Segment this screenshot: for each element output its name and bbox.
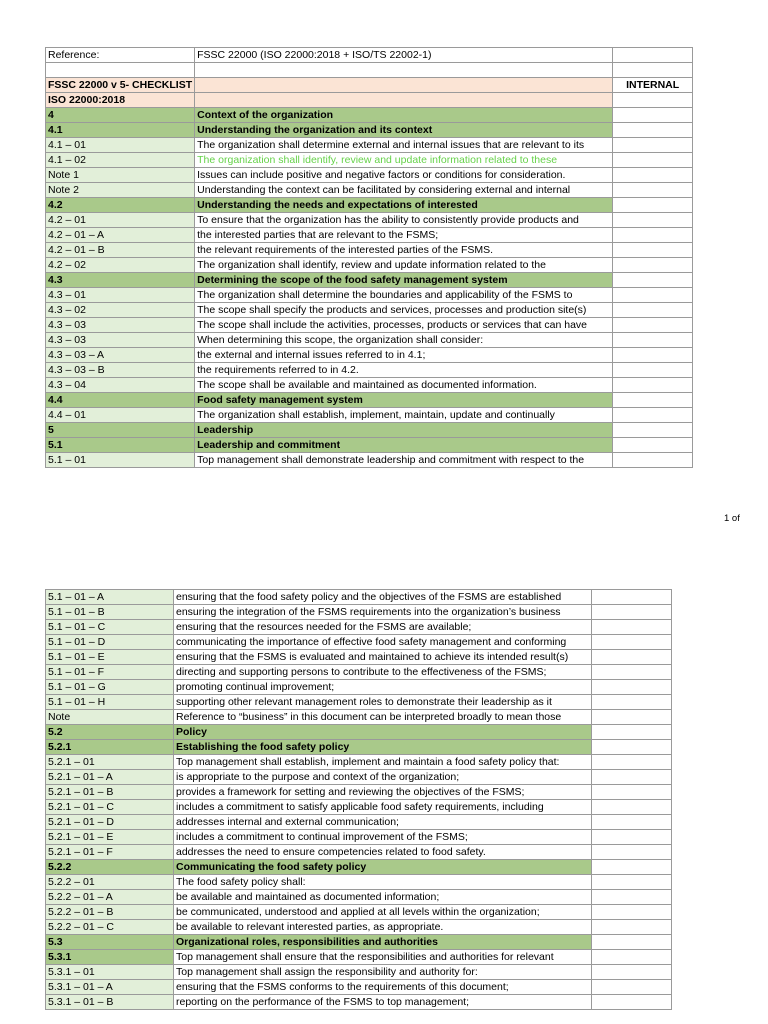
requirement-text: reporting on the performance of the FSMS to top management;: [174, 995, 592, 1010]
requirement-row: [46, 620, 672, 635]
clause-number: 5.2.1 – 01 – D: [46, 815, 174, 830]
section-number: 4.4: [46, 393, 195, 408]
section-title: Organizational roles, responsibilities and authorities: [174, 935, 592, 950]
reference-row: [46, 48, 693, 63]
requirement-text: The organization shall identify, review and update information related to these: [195, 153, 613, 168]
internal-check-cell[interactable]: [613, 123, 693, 138]
internal-check-cell[interactable]: [592, 830, 672, 845]
clause-number: Note 1: [46, 168, 195, 183]
internal-check-cell[interactable]: [613, 378, 693, 393]
internal-check-cell[interactable]: [613, 423, 693, 438]
requirement-row: [46, 363, 693, 378]
requirement-text: The organization shall establish, implement, maintain, update and continually: [195, 408, 613, 423]
internal-check-cell[interactable]: [592, 860, 672, 875]
clause-number: 4.3 – 03: [46, 333, 195, 348]
internal-check-cell[interactable]: [592, 740, 672, 755]
clause-number: 5.2.2 – 01: [46, 875, 174, 890]
internal-check-cell[interactable]: [592, 620, 672, 635]
section-row: [46, 725, 672, 740]
section-title: Food safety management system: [195, 393, 613, 408]
checklist-table-page-2: [45, 589, 672, 1010]
standard-row: [46, 93, 693, 108]
section-title: Communicating the food safety policy: [174, 860, 592, 875]
clause-number: 4.3 – 01: [46, 288, 195, 303]
requirement-row: [46, 590, 672, 605]
requirement-row: [46, 258, 693, 273]
requirement-text: The scope shall be available and maintained as documented information.: [195, 378, 613, 393]
internal-check-cell[interactable]: [613, 438, 693, 453]
section-title: Leadership and commitment: [195, 438, 613, 453]
section-number: 4.2: [46, 198, 195, 213]
requirement-row: [46, 605, 672, 620]
section-number: 4.3: [46, 273, 195, 288]
internal-check-cell[interactable]: [613, 393, 693, 408]
section-title: Context of the organization: [195, 108, 613, 123]
internal-check-cell[interactable]: [592, 770, 672, 785]
clause-number: 5.2.1 – 01 – A: [46, 770, 174, 785]
internal-check-cell[interactable]: [613, 453, 693, 468]
internal-check-cell[interactable]: [592, 845, 672, 860]
clause-number: 5.2.1 – 01 – E: [46, 830, 174, 845]
section-row: [46, 273, 693, 288]
requirement-row: [46, 920, 672, 935]
internal-check-cell[interactable]: [613, 348, 693, 363]
requirement-text: addresses the need to ensure competencies related to food safety.: [174, 845, 592, 860]
requirement-row: [46, 453, 693, 468]
reference-label: Reference:: [46, 48, 195, 63]
internal-check-cell[interactable]: [613, 408, 693, 423]
requirement-row: [46, 348, 693, 363]
section-row: [46, 393, 693, 408]
internal-check-cell[interactable]: [613, 213, 693, 228]
requirement-row: [46, 890, 672, 905]
section-row: [46, 198, 693, 213]
requirement-text: Reference to “business” in this document can be interpreted broadly to mean those: [174, 710, 592, 725]
requirement-text: The organization shall determine the boundaries and applicability of the FSMS to: [195, 288, 613, 303]
requirement-text: The food safety policy shall:: [174, 875, 592, 890]
requirement-text: Top management shall demonstrate leadership and commitment with respect to the: [195, 453, 613, 468]
requirement-row: [46, 695, 672, 710]
requirement-row: [46, 995, 672, 1010]
requirement-row: [46, 288, 693, 303]
internal-check-cell[interactable]: [592, 980, 672, 995]
requirement-text: Issues can include positive and negative factors or conditions for consideration.: [195, 168, 613, 183]
requirement-row: [46, 770, 672, 785]
clause-number: 5.1 – 01 – G: [46, 680, 174, 695]
standard-internal-cell: [613, 93, 693, 108]
requirement-text: To ensure that the organization has the ability to consistently provide products and: [195, 213, 613, 228]
requirement-text: directing and supporting persons to contribute to the effectiveness of the FSMS;: [174, 665, 592, 680]
section-number: 5: [46, 423, 195, 438]
internal-check-cell[interactable]: [592, 590, 672, 605]
requirement-row: [46, 333, 693, 348]
internal-check-cell[interactable]: [613, 288, 693, 303]
requirement-text: The organization shall identify, review and update information related to the: [195, 258, 613, 273]
clause-number: 4.3 – 04: [46, 378, 195, 393]
clause-number: Note 2: [46, 183, 195, 198]
internal-check-cell[interactable]: [613, 258, 693, 273]
clause-number: 4.2 – 01: [46, 213, 195, 228]
section-number: 5.3: [46, 935, 174, 950]
requirement-text: supporting other relevant management roles to demonstrate their leadership as it: [174, 695, 592, 710]
clause-number: 4.1 – 01: [46, 138, 195, 153]
section-number: 4: [46, 108, 195, 123]
requirement-text: is appropriate to the purpose and context of the organization;: [174, 770, 592, 785]
clause-number: Note: [46, 710, 174, 725]
section-number: 5.2.1: [46, 740, 174, 755]
requirement-text: the external and internal issues referred to in 4.1;: [195, 348, 613, 363]
reference-value: FSSC 22000 (ISO 22000:2018 + ISO/TS 22002-1): [195, 48, 613, 63]
requirement-text: The organization shall determine external and internal issues that are relevant to its: [195, 138, 613, 153]
clause-number: 5.2.1 – 01 – C: [46, 800, 174, 815]
requirement-row: [46, 228, 693, 243]
internal-check-cell[interactable]: [592, 875, 672, 890]
requirement-row: [46, 650, 672, 665]
requirement-row: [46, 408, 693, 423]
internal-check-cell[interactable]: [592, 605, 672, 620]
requirement-text: the interested parties that are relevant to the FSMS;: [195, 228, 613, 243]
requirement-text: Understanding the context can be facilitated by considering external and internal: [195, 183, 613, 198]
clause-number: 5.1 – 01 – D: [46, 635, 174, 650]
internal-column-header: INTERNAL: [613, 78, 693, 93]
section-row: [46, 423, 693, 438]
requirement-row: [46, 875, 672, 890]
requirement-text: Top management shall assign the responsibility and authority for:: [174, 965, 592, 980]
section-row: [46, 935, 672, 950]
clause-number: 5.1 – 01 – E: [46, 650, 174, 665]
requirement-row: [46, 830, 672, 845]
requirement-text: the relevant requirements of the interested parties of the FSMS.: [195, 243, 613, 258]
internal-check-cell[interactable]: [613, 108, 693, 123]
internal-check-cell[interactable]: [592, 635, 672, 650]
clause-number: 4.3 – 03 – B: [46, 363, 195, 378]
standard-empty: [195, 93, 613, 108]
internal-check-cell[interactable]: [613, 198, 693, 213]
requirement-row: [46, 815, 672, 830]
requirement-text: includes a commitment to satisfy applicable food safety requirements, including: [174, 800, 592, 815]
internal-check-cell[interactable]: [613, 243, 693, 258]
requirement-text: communicating the importance of effective food safety management and conforming: [174, 635, 592, 650]
requirement-row: [46, 665, 672, 680]
page-number: 1 of: [724, 513, 740, 524]
requirement-text: the requirements referred to in 4.2.: [195, 363, 613, 378]
requirement-row: [46, 213, 693, 228]
requirement-row: [46, 168, 693, 183]
requirement-text: The scope shall include the activities, processes, products or services that can have: [195, 318, 613, 333]
section-number: 5.3.1: [46, 950, 174, 965]
clause-number: 4.3 – 02: [46, 303, 195, 318]
requirement-row: [46, 905, 672, 920]
internal-check-cell[interactable]: [592, 950, 672, 965]
requirement-text: ensuring that the FSMS conforms to the requirements of this document;: [174, 980, 592, 995]
checklist-table-page-1: [45, 47, 693, 468]
clause-number: 5.3.1 – 01 – A: [46, 980, 174, 995]
section-title: Policy: [174, 725, 592, 740]
internal-check-cell[interactable]: [592, 710, 672, 725]
clause-number: 5.1 – 01 – B: [46, 605, 174, 620]
clause-number: 5.1 – 01 – H: [46, 695, 174, 710]
section-row: [46, 740, 672, 755]
reference-empty-cell: [613, 48, 693, 63]
requirement-text: ensuring the integration of the FSMS requirements into the organization’s business: [174, 605, 592, 620]
requirement-row: [46, 243, 693, 258]
blank-cell: [46, 63, 195, 78]
requirement-text: When determining this scope, the organization shall consider:: [195, 333, 613, 348]
requirement-row: [46, 153, 693, 168]
clause-number: 5.1 – 01 – C: [46, 620, 174, 635]
section-title: Understanding the organization and its context: [195, 123, 613, 138]
requirement-text: ensuring that the FSMS is evaluated and maintained to achieve its intended result(s): [174, 650, 592, 665]
section-row: [46, 108, 693, 123]
internal-check-cell[interactable]: [613, 363, 693, 378]
section-number: 5.1: [46, 438, 195, 453]
standard-label: ISO 22000:2018: [46, 93, 195, 108]
blank-cell: [613, 63, 693, 78]
internal-check-cell[interactable]: [592, 725, 672, 740]
internal-check-cell[interactable]: [613, 318, 693, 333]
section-title: Understanding the needs and expectations of interested: [195, 198, 613, 213]
internal-check-cell[interactable]: [592, 890, 672, 905]
requirement-text: provides a framework for setting and reviewing the objectives of the FSMS;: [174, 785, 592, 800]
requirement-row: [46, 378, 693, 393]
requirement-text: addresses internal and external communication;: [174, 815, 592, 830]
blank-cell: [195, 63, 613, 78]
requirement-row: [46, 965, 672, 980]
requirement-row: [46, 318, 693, 333]
requirement-row: [46, 183, 693, 198]
clause-number: 4.2 – 01 – A: [46, 228, 195, 243]
requirement-text: includes a commitment to continual improvement of the FSMS;: [174, 830, 592, 845]
internal-check-cell[interactable]: [613, 303, 693, 318]
clause-number: 5.2.1 – 01: [46, 755, 174, 770]
internal-check-cell[interactable]: [592, 650, 672, 665]
section-row: [46, 860, 672, 875]
checklist-title: FSSC 22000 v 5- CHECKLIST: [46, 78, 195, 93]
internal-check-cell[interactable]: [592, 815, 672, 830]
clause-number: 5.1 – 01 – A: [46, 590, 174, 605]
internal-check-cell[interactable]: [592, 695, 672, 710]
requirement-text: Top management shall establish, implement and maintain a food safety policy that:: [174, 755, 592, 770]
internal-check-cell[interactable]: [592, 665, 672, 680]
requirement-text: ensuring that the resources needed for the FSMS are available;: [174, 620, 592, 635]
section-number: 5.2: [46, 725, 174, 740]
requirement-row: [46, 138, 693, 153]
requirement-row: [46, 785, 672, 800]
clause-number: 4.3 – 03: [46, 318, 195, 333]
internal-check-cell[interactable]: [592, 935, 672, 950]
requirement-row: [46, 635, 672, 650]
internal-check-cell[interactable]: [592, 905, 672, 920]
clause-number: 5.3.1 – 01 – B: [46, 995, 174, 1010]
clause-number: 5.3.1 – 01: [46, 965, 174, 980]
requirement-row: [46, 980, 672, 995]
requirement-row: [46, 845, 672, 860]
clause-number: 4.4 – 01: [46, 408, 195, 423]
clause-number: 4.2 – 02: [46, 258, 195, 273]
internal-check-cell[interactable]: [613, 228, 693, 243]
section-title: Determining the scope of the food safety management system: [195, 273, 613, 288]
requirement-row: [46, 680, 672, 695]
internal-check-cell[interactable]: [592, 680, 672, 695]
requirement-text: The scope shall specify the products and services, processes and production site(s): [195, 303, 613, 318]
internal-check-cell[interactable]: [592, 755, 672, 770]
requirement-text: be communicated, understood and applied at all levels within the organization;: [174, 905, 592, 920]
internal-check-cell[interactable]: [592, 965, 672, 980]
clause-number: 5.2.1 – 01 – B: [46, 785, 174, 800]
internal-check-cell[interactable]: [613, 183, 693, 198]
section-row: [46, 950, 672, 965]
requirement-row: [46, 755, 672, 770]
section-row: [46, 123, 693, 138]
section-row: [46, 438, 693, 453]
blank-row: [46, 63, 693, 78]
internal-check-cell[interactable]: [592, 800, 672, 815]
requirement-text: promoting continual improvement;: [174, 680, 592, 695]
clause-number: 4.3 – 03 – A: [46, 348, 195, 363]
clause-number: 5.1 – 01: [46, 453, 195, 468]
requirement-text: ensuring that the food safety policy and the objectives of the FSMS are established: [174, 590, 592, 605]
clause-number: 5.2.2 – 01 – C: [46, 920, 174, 935]
section-title: Establishing the food safety policy: [174, 740, 592, 755]
section-number: 5.2.2: [46, 860, 174, 875]
requirement-row: [46, 303, 693, 318]
internal-check-cell[interactable]: [592, 920, 672, 935]
clause-number: 5.1 – 01 – F: [46, 665, 174, 680]
section-number: 4.1: [46, 123, 195, 138]
section-title: Top management shall ensure that the responsibilities and authorities for relevant: [174, 950, 592, 965]
checklist-header-empty: [195, 78, 613, 93]
clause-number: 4.1 – 02: [46, 153, 195, 168]
section-title: Leadership: [195, 423, 613, 438]
internal-check-cell[interactable]: [613, 168, 693, 183]
internal-check-cell[interactable]: [613, 273, 693, 288]
clause-number: 5.2.2 – 01 – B: [46, 905, 174, 920]
clause-number: 5.2.1 – 01 – F: [46, 845, 174, 860]
requirement-row: [46, 710, 672, 725]
clause-number: 5.2.2 – 01 – A: [46, 890, 174, 905]
internal-check-cell[interactable]: [592, 995, 672, 1010]
requirement-text: be available to relevant interested parties, as appropriate.: [174, 920, 592, 935]
requirement-row: [46, 800, 672, 815]
requirement-text: be available and maintained as documented information;: [174, 890, 592, 905]
internal-check-cell[interactable]: [592, 785, 672, 800]
internal-check-cell[interactable]: [613, 138, 693, 153]
clause-number: 4.2 – 01 – B: [46, 243, 195, 258]
internal-check-cell[interactable]: [613, 153, 693, 168]
internal-check-cell[interactable]: [613, 333, 693, 348]
checklist-header-row: [46, 78, 693, 93]
